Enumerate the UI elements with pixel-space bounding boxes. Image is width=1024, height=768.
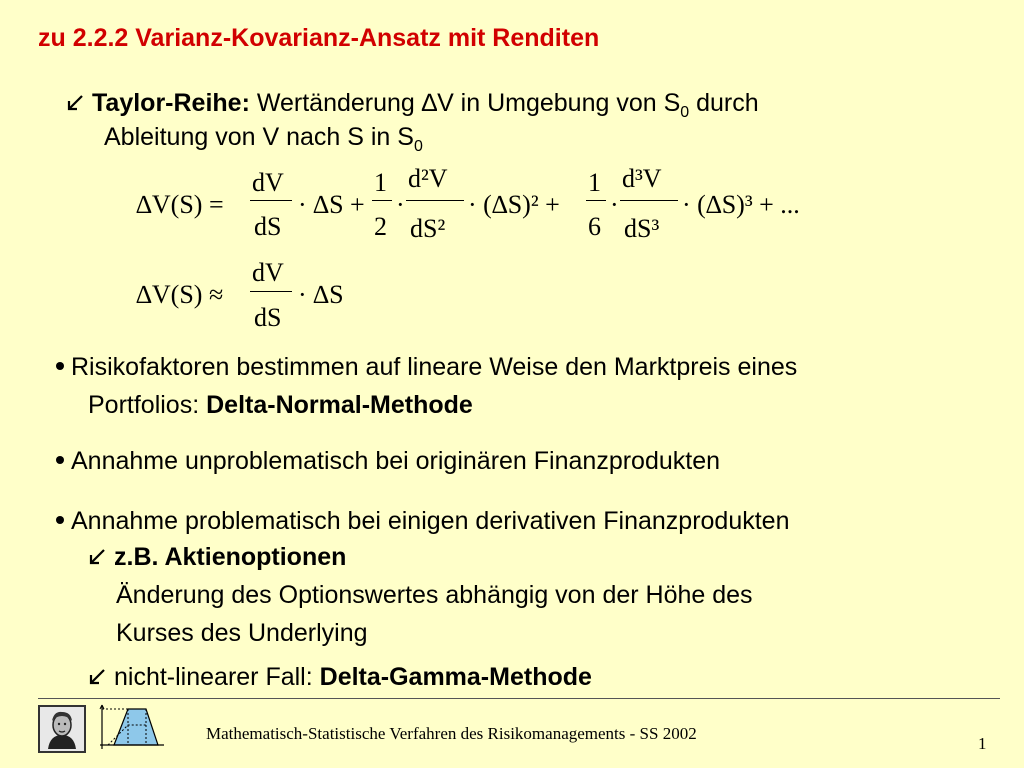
bullet-4 (88, 662, 592, 692)
formula1-frac5-num: d³V (622, 164, 662, 193)
bullet-3-sub-bold: z.B. Aktienoptionen (114, 543, 347, 571)
formula1-dot2: · (610, 190, 619, 219)
taylor-sub-2: 0 (413, 138, 423, 155)
formula2-lhs: ∆V(S) ≈ (136, 280, 224, 309)
formula1-frac3-bar (406, 200, 464, 201)
formula1-term1: · ∆S + (298, 190, 365, 219)
formula1-lhs: ∆V(S) = (136, 190, 224, 219)
formula1-frac4-den: 6 (588, 212, 601, 241)
formula1-frac1-num: dV (252, 168, 284, 197)
formula2-term: · ∆S (298, 280, 344, 309)
bullet-3-sub-line-2: Kurses des Underlying (116, 619, 368, 647)
bullet-3-sub-line-1: Änderung des Optionswertes abhängig von der Höhe des (116, 581, 753, 609)
bullet-2 (56, 446, 720, 476)
arrow-down-left-icon (66, 94, 84, 112)
formula1-frac1-bar (250, 200, 292, 201)
formula1-frac1-den: dS (254, 212, 282, 241)
bullet-1-line-1 (56, 352, 797, 382)
formula1-frac3-den: dS² (410, 214, 446, 243)
bullet-4-text: nicht-linearer Fall: (114, 663, 320, 691)
formula1-frac4-bar (586, 200, 606, 201)
bullet-3-sub (88, 542, 346, 572)
formula1-frac5-bar (620, 200, 678, 201)
bullet-1-text-2: Portfolios: (88, 391, 207, 419)
bullet-1-bold: Delta-Normal-Methode (206, 391, 473, 419)
formula2-frac-bar (250, 291, 292, 292)
bullet-3-text: Annahme problematisch bei einigen derivativen Finanzprodukten (71, 507, 790, 535)
bullet-dot-icon (56, 516, 64, 524)
chart-logo-icon (94, 703, 166, 751)
bullet-4-bold: Delta-Gamma-Methode (319, 663, 592, 691)
formula1-frac2-num: 1 (374, 168, 387, 197)
bullet-dot-icon (56, 362, 64, 370)
footer-rule (38, 698, 1000, 699)
formula1-frac2-bar (372, 200, 392, 201)
bullet-1-text: Risikofaktoren bestimmen auf lineare Weise den Marktpreis eines (71, 353, 798, 381)
taylor-line-1 (66, 88, 759, 121)
formula1-frac5-den: dS³ (624, 214, 660, 243)
formula2-frac-num: dV (252, 258, 284, 287)
formula1-frac4-num: 1 (588, 168, 601, 197)
taylor-label: Taylor-Reihe: (92, 89, 250, 117)
formula1-frac3-num: d²V (408, 164, 448, 193)
formula1-term5: · (∆S)³ + ... (682, 190, 800, 219)
taylor-line-2-text: Ableitung von V nach S in S (104, 123, 414, 151)
taylor-text-1: Wertänderung ∆V in Umgebung von S (249, 89, 681, 117)
bullet-3 (56, 506, 790, 536)
arrow-down-left-icon (88, 548, 106, 566)
bullet-dot-icon (56, 456, 64, 464)
formula1-frac2-den: 2 (374, 212, 387, 241)
slide-title: zu 2.2.2 Varianz-Kovarianz-Ansatz mit Renditen (38, 24, 600, 52)
portrait-logo (38, 705, 86, 753)
formula1-dot1: · (396, 190, 405, 219)
taylor-sub-1: 0 (680, 104, 690, 121)
bullet-2-text: Annahme unproblematisch bei originären Finanzprodukten (71, 447, 721, 475)
bullet-1-line-2 (88, 390, 473, 420)
formula1-term3: · (∆S)² + (468, 190, 560, 219)
footer-text: Mathematisch-Statistische Verfahren des Risikomanagements - SS 2002 (206, 724, 697, 743)
page-number: 1 (978, 734, 987, 753)
taylor-line-2 (104, 122, 423, 155)
taylor-text-2: durch (689, 89, 759, 117)
arrow-down-left-icon (88, 668, 106, 686)
formula2-frac-den: dS (254, 303, 282, 332)
